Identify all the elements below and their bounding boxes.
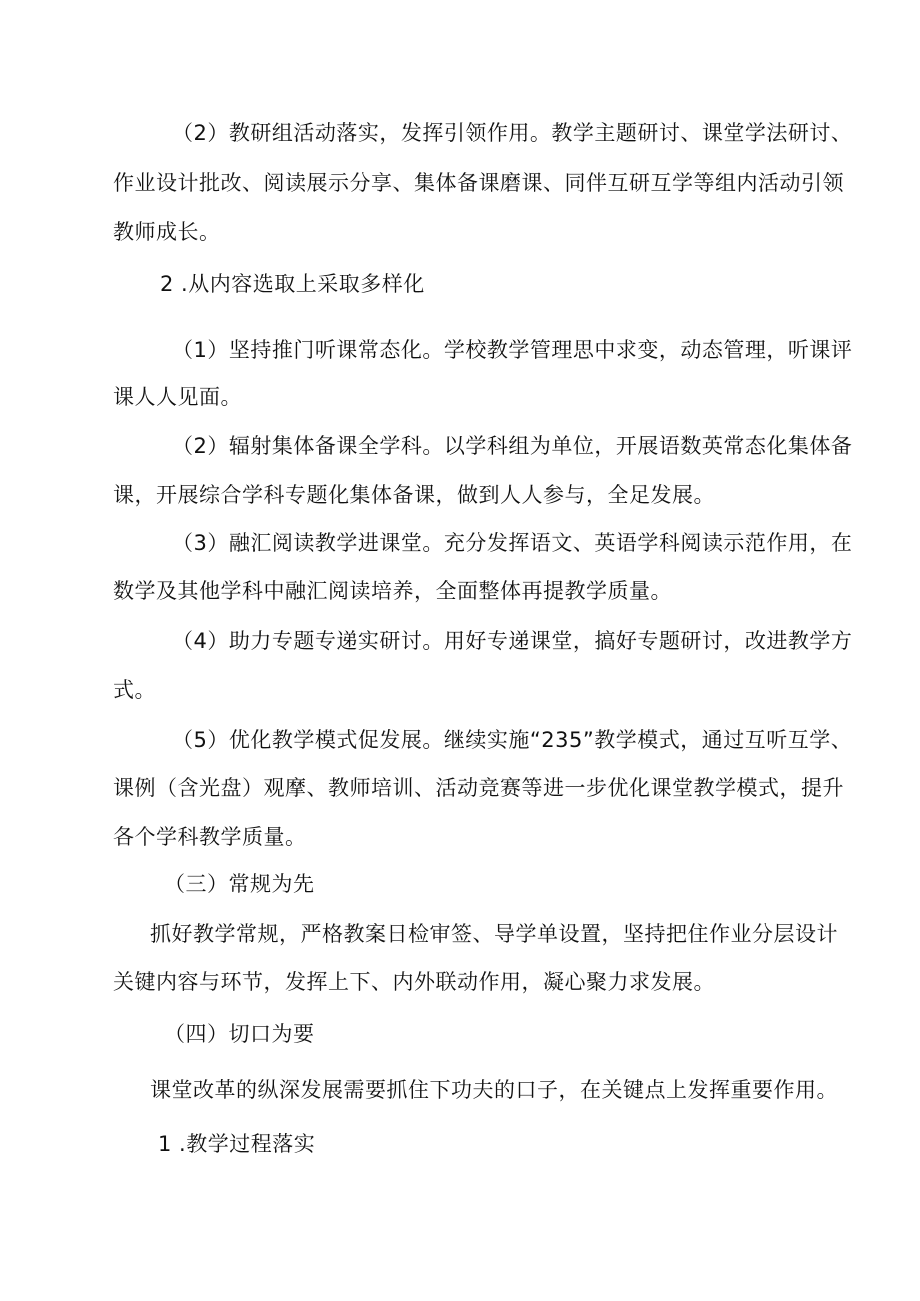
paragraph-line: 关键内容与环节，发挥上下、内外联动作用，凝心聚力求发展。 bbox=[113, 970, 715, 994]
paragraph-line: （2）辐射集体备课全学科。以学科组为单位，开展语数英常态化集体备 bbox=[172, 434, 853, 458]
paragraph-line: 课堂改革的纵深发展需要抓住下功夫的口子，在关键点上发挥重要作用。 bbox=[150, 1078, 838, 1102]
section-heading: 1 .教学过程落实 bbox=[158, 1132, 316, 1156]
paragraph-line: 教师成长。 bbox=[113, 220, 221, 244]
paragraph-line: （3）融汇阅读教学进课堂。充分发挥语文、英语学科阅读示范作用，在 bbox=[172, 531, 853, 555]
paragraph-line: 作业设计批改、阅读展示分享、集体备课磨课、同伴互研互学等组内活动引领 bbox=[113, 171, 844, 195]
paragraph-line: （5）优化教学模式促发展。继续实施“235”教学模式，通过互听互学、 bbox=[172, 728, 853, 752]
paragraph-line: 式。 bbox=[113, 678, 156, 702]
paragraph-line: 各个学科教学质量。 bbox=[113, 825, 307, 849]
paragraph-line: 课，开展综合学科专题化集体备课，做到人人参与，全足发展。 bbox=[113, 483, 715, 507]
section-heading: （三）常规为先 bbox=[164, 872, 315, 896]
paragraph-line: （4）助力专题专递实研讨。用好专递课堂，搞好专题研讨，改进教学方 bbox=[172, 629, 853, 653]
paragraph-line: 课例（含光盘）观摩、教师培训、活动竞赛等进一步优化课堂教学模式，提升 bbox=[113, 776, 844, 800]
paragraph-line: （2）教研组活动落实，发挥引领作用。教学主题研讨、课堂学法研讨、 bbox=[172, 121, 853, 145]
section-heading: 2 .从内容选取上采取多样化 bbox=[160, 272, 425, 296]
paragraph-line: （1）坚持推门听课常态化。学校教学管理思中求变，动态管理，听课评 bbox=[172, 338, 853, 362]
paragraph-line: 数学及其他学科中融汇阅读培养，全面整体再提教学质量。 bbox=[113, 579, 672, 603]
section-heading: （四）切口为要 bbox=[164, 1022, 315, 1046]
paragraph-line: 抓好教学常规，严格教案日检审签、导学单设置，坚持把住作业分层设计 bbox=[150, 922, 838, 946]
paragraph-line: 课人人见面。 bbox=[113, 385, 242, 409]
